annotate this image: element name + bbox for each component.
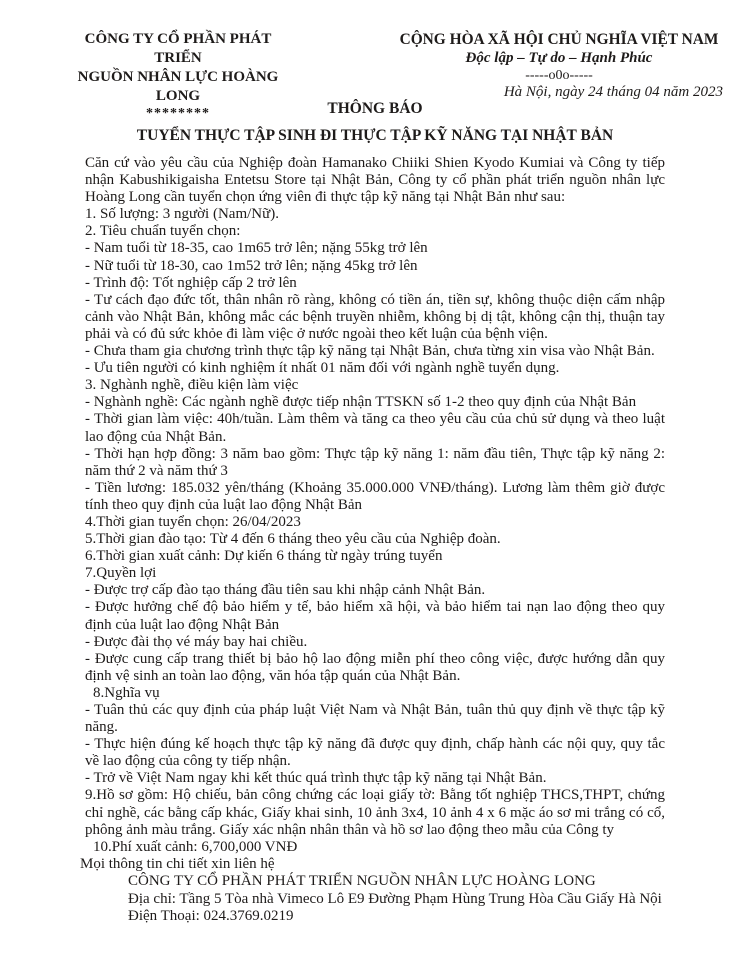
body-paragraph: 7.Quyền lợi: [85, 565, 157, 582]
contact-block: [80, 856, 665, 926]
document-subtitle: TUYỂN THỰC TẬP SINH ĐI THỰC TẬP KỸ NĂNG TẠI NHẬT BẢN: [136, 127, 614, 144]
document-body: [85, 155, 665, 856]
stars-divider: ********: [146, 106, 210, 121]
body-paragraph: - Được cung cấp trang thiết bị bảo hộ lao động miễn phí theo công việc, được hướng dẫn quy định vệ sinh an toàn lao động, văn hóa tập quán của Nhật Bản.: [85, 650, 665, 684]
body-paragraph: - Trình độ: Tốt nghiệp cấp 2 trở lên: [85, 274, 297, 291]
body-paragraph: - Được hưởng chế độ bảo hiểm y tế, bảo hiểm xã hội, và bảo hiểm tai nạn lao động theo quy định của luật lao động Nhật Bản: [85, 599, 665, 633]
body-paragraph: - Tuân thủ các quy định của pháp luật Việt Nam và Nhật Bản, tuân thủ quy định về thực tập kỹ năng.: [85, 702, 665, 736]
body-paragraph: 9.Hồ sơ gồm: Hộ chiếu, bản công chứng các loại giấy tờ: Bằng tốt nghiệp THCS,THPT, chứng chỉ nghề, các bằng cấp khác, Giấy khai sinh, 10 ảnh 3x4, 10 ảnh 4 x 6 mặc áo sơ mi trắng có cổ, phông ảnh màu trắng. Giấy xác nhận nhân thân và hồ sơ lao động theo mẫu của Công ty: [85, 787, 665, 838]
company-name-line1: CÔNG TY CỔ PHẦN PHÁT TRIỂN: [84, 31, 272, 66]
body-paragraph: - Nữ tuổi từ 18-30, cao 1m52 trở lên; nặng 45kg trở lên: [85, 257, 418, 274]
body-paragraph: 1. Số lượng: 3 người (Nam/Nữ).: [85, 206, 279, 223]
body-paragraph: 10.Phí xuất cảnh: 6,700,000 VNĐ: [93, 838, 298, 855]
body-paragraph: - Tiền lương: 185.032 yên/tháng (Khoảng 35.000.000 VNĐ/tháng). Lương làm thêm giờ được tính theo quy định của luật lao động Nhật Bản: [85, 479, 665, 513]
national-motto: Độc lập – Tự do – Hạnh Phúc: [465, 50, 653, 66]
body-paragraph: 6.Thời gian xuất cảnh: Dự kiến 6 tháng từ ngày trúng tuyển: [85, 548, 443, 565]
contact-phone: Điện Thoại: 024.3769.0219: [128, 908, 294, 925]
contact-address: Địa chỉ: Tầng 5 Tòa nhà Vimeco Lô E9 Đường Phạm Hùng Trung Hòa Cầu Giấy Hà Nội: [128, 890, 662, 907]
body-paragraph: Căn cứ vào yêu cầu của Nghiệp đoàn Hamanako Chiiki Shien Kyodo Kumiai và Công ty tiếp nhận Kabushikigaisha Entetsu Store tại Nhật Bản, Công ty cổ phần phát triển nguồn nhân lực Hoàng Long cần tuyển chọn ứng viên đi thực tập kỹ năng tại Nhật Bản như sau:: [85, 155, 665, 206]
body-paragraph: - Trở về Việt Nam ngay khi kết thúc quá trình thực tập kỹ năng tại Nhật Bản.: [85, 770, 547, 787]
body-paragraph: - Thời gian làm việc: 40h/tuần. Làm thêm và tăng ca theo yêu cầu của chủ sử dụng và theo luật lao động của Nhật Bản.: [85, 411, 665, 445]
national-header-block: [393, 30, 725, 102]
company-name-line2: NGUỒN NHÂN LỰC HOÀNG LONG: [77, 69, 279, 104]
body-paragraph: - Chưa tham gia chương trình thực tập kỹ năng tại Nhật Bản, chưa từng xin visa vào Nhật Bản.: [85, 343, 655, 360]
contact-company-name: CÔNG TY CỔ PHẦN PHÁT TRIỂN NGUỒN NHÂN LỰC HOÀNG LONG: [128, 873, 596, 890]
body-paragraph: - Ưu tiên người có kinh nghiệm ít nhất 01 năm đối với ngành nghề tuyển dụng.: [85, 360, 560, 377]
body-paragraph: 4.Thời gian tuyển chọn: 26/04/2023: [85, 513, 301, 530]
body-paragraph: 5.Thời gian đào tạo: Từ 4 đến 6 tháng theo yêu cầu của Nghiệp đoàn.: [85, 531, 501, 548]
body-paragraph: - Nghành nghề: Các ngành nghề được tiếp nhận TTSKN số 1-2 theo quy định của Nhật Bản: [85, 394, 637, 411]
body-paragraph: - Nam tuổi từ 18-35, cao 1m65 trở lên; nặng 55kg trở lên: [85, 240, 428, 257]
body-paragraph: - Được đài thọ vé máy bay hai chiều.: [85, 633, 308, 650]
document-title: THÔNG BÁO: [327, 100, 423, 117]
body-paragraph: 3. Nghành nghề, điều kiện làm việc: [85, 377, 299, 394]
issuing-company-block: [62, 30, 294, 121]
body-paragraph: - Tư cách đạo đức tốt, thân nhân rõ ràng, không có tiền án, tiền sự, không thuộc diện cấm nhập cảnh vào Nhật Bản, không mắc các bệnh truyền nhiễm, không bị dị tật, không cận thị, thuận tay phải và có đủ sức khỏe đi làm việc ở nước ngoài theo kết luận của bệnh viện.: [85, 291, 665, 342]
body-paragraph: - Thời hạn hợp đồng: 3 năm bao gồm: Thực tập kỹ năng 1: năm đầu tiên, Thực tập kỹ năng 2: năm thứ 2 và năm thứ 3: [85, 445, 665, 479]
body-paragraph: 2. Tiêu chuẩn tuyển chọn:: [85, 223, 241, 240]
dateline: Hà Nội, ngày 24 tháng 04 năm 2023: [503, 84, 723, 100]
ooo-divider: -----o0o-----: [525, 68, 593, 83]
body-paragraph: - Được trợ cấp đào tạo tháng đầu tiên sau khi nhập cảnh Nhật Bản.: [85, 582, 486, 599]
body-paragraph: - Thực hiện đúng kế hoạch thực tập kỹ năng đã được quy định, chấp hành các nội quy, quy tắc về lao động của công ty tiếp nhận.: [85, 736, 665, 770]
body-paragraph: 8.Nghĩa vụ: [93, 684, 160, 701]
contact-intro: Mọi thông tin chi tiết xin liên hệ: [80, 855, 275, 872]
national-title: CỘNG HÒA XÃ HỘI CHỦ NGHĨA VIỆT NAM: [399, 31, 719, 48]
